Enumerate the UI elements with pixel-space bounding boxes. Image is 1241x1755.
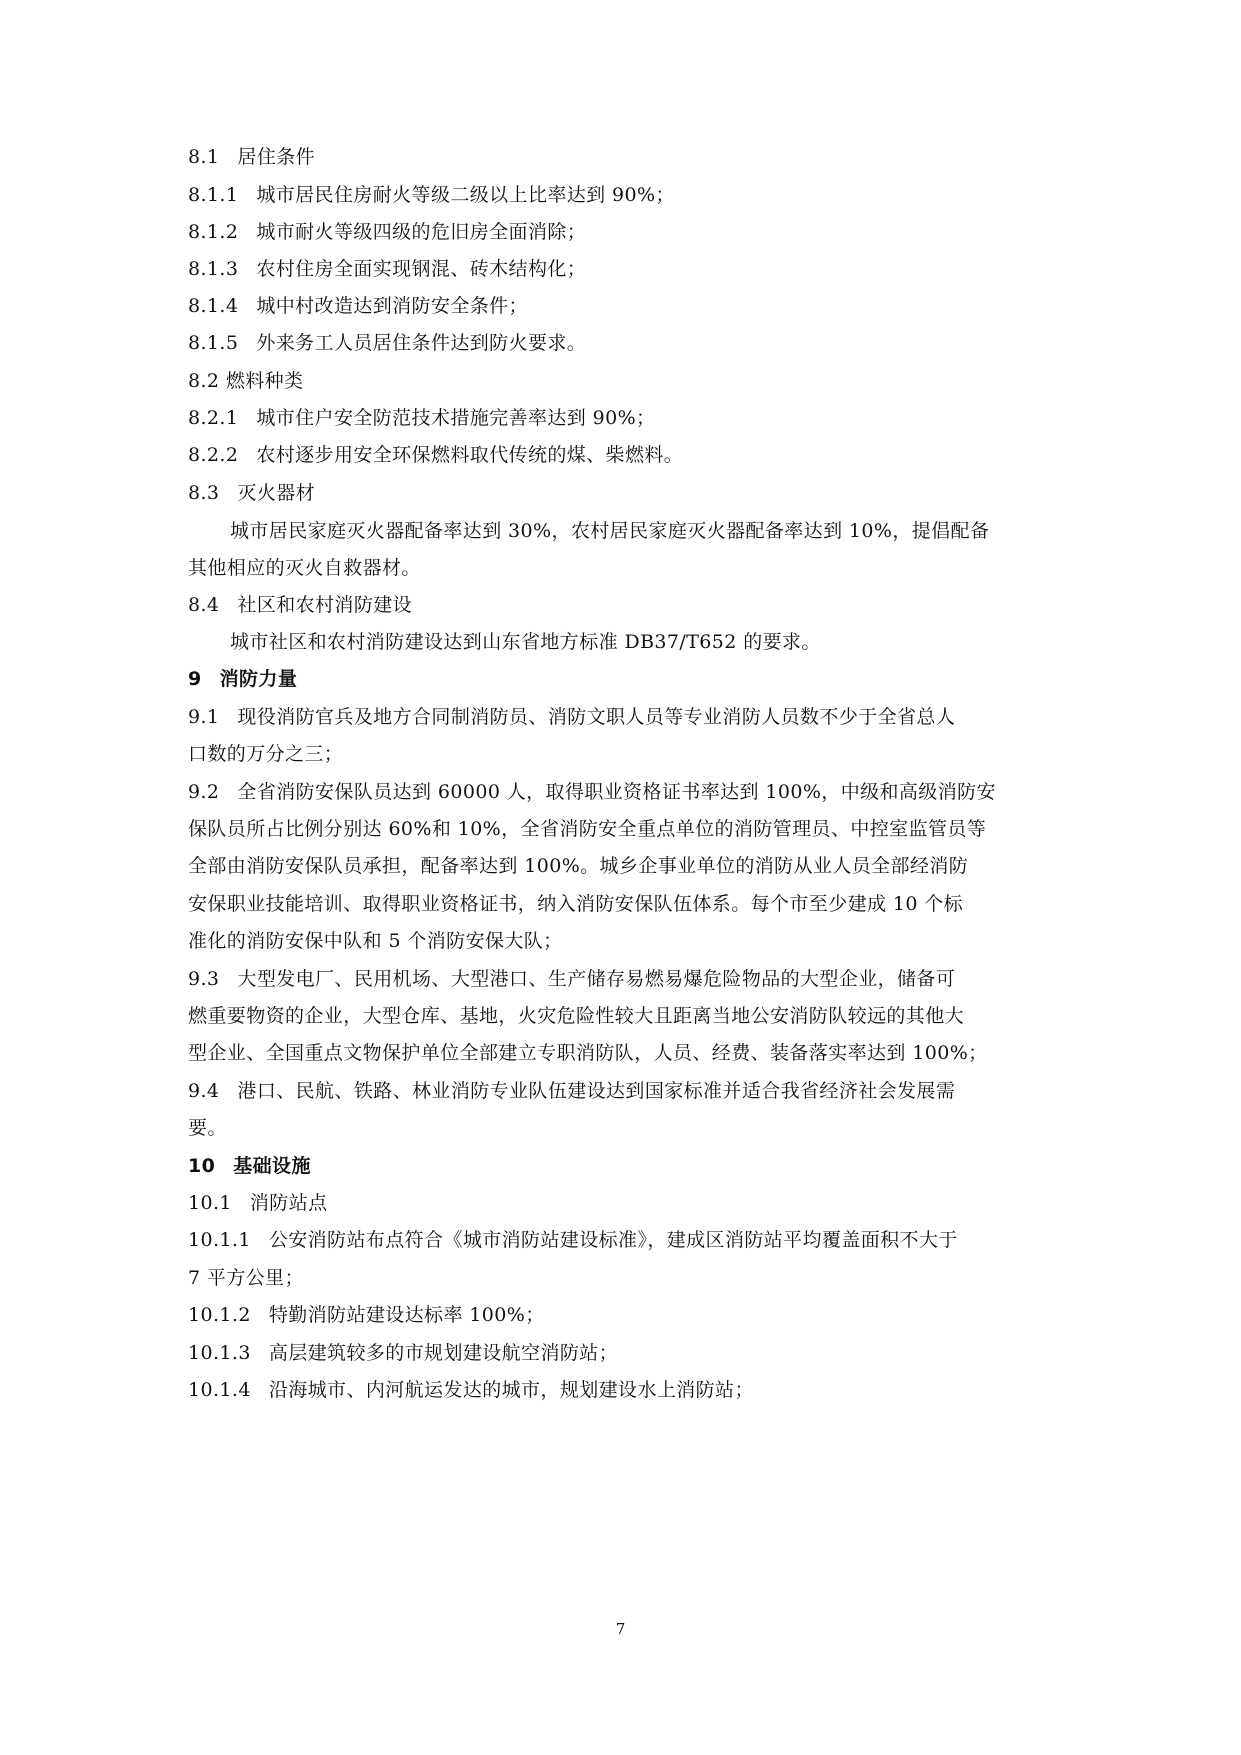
clause-8-1-2 <box>188 213 586 251</box>
clause-10-1-2 <box>188 1296 545 1334</box>
clause-10-1-1-line-2: 7 平方公里； <box>188 1267 304 1289</box>
clause-text: 城市居民住房耐火等级二级以上比率达到 90%； <box>256 184 675 206</box>
clause-number: 8.2.2 <box>188 444 239 466</box>
chapter-title: 基础设施 <box>233 1155 311 1177</box>
clause-number: 8.1.4 <box>188 295 239 317</box>
clause-9-4-line-2: 要。 <box>188 1117 227 1139</box>
clause-9-2-line-5: 准化的消防安保中队和 5 个消防安保大队； <box>188 930 563 952</box>
clause-9-2-line-2: 保队员所占比例分别达 60%和 10%，全省消防安全重点单位的消防管理员、中控室监管员等 <box>188 818 987 840</box>
paragraph-8-3-line-1: 城市居民家庭灭火器配备率达到 30%，农村居民家庭灭火器配备率达到 10%，提倡配备 <box>230 520 990 542</box>
section-8-2-heading: 8.2 燃料种类 <box>188 370 304 392</box>
clause-number: 10.1.4 <box>188 1379 251 1401</box>
clause-10-1-1-line-1 <box>188 1221 958 1259</box>
clause-8-2-1 <box>188 399 655 437</box>
clause-text: 现役消防官兵及地方合同制消防员、消防文职人员等专业消防人员数不少于全省总人 <box>237 706 956 728</box>
clause-9-1-line-1 <box>188 698 955 736</box>
clause-8-1-3 <box>188 250 586 288</box>
page-number: 7 <box>615 1620 626 1638</box>
clause-text: 大型发电厂、民用机场、大型港口、生产储存易燃易爆危险物品的大型企业，储备可 <box>237 968 956 990</box>
section-10-1-heading <box>188 1184 328 1222</box>
clause-9-4-line-1 <box>188 1072 955 1110</box>
chapter-9-heading <box>188 660 297 698</box>
chapter-number: 9 <box>188 668 202 690</box>
section-8-1-heading <box>188 138 315 176</box>
section-title: 消防站点 <box>249 1192 328 1214</box>
clause-text: 城中村改造达到消防安全条件； <box>256 295 528 317</box>
clause-9-3-line-3: 型企业、全国重点文物保护单位全部建立专职消防队，人员、经费、装备落实率达到 100%； <box>188 1042 988 1064</box>
clause-10-1-4 <box>188 1371 754 1409</box>
section-8-3-heading <box>188 474 315 512</box>
clause-number: 8.2.1 <box>188 407 239 429</box>
clause-8-1-4 <box>188 287 528 325</box>
chapter-title: 消防力量 <box>219 668 298 690</box>
clause-text: 高层建筑较多的市规划建设航空消防站； <box>268 1342 619 1364</box>
clause-text: 外来务工人员居住条件达到防火要求。 <box>256 332 587 354</box>
section-number: 8.3 <box>188 482 220 504</box>
section-number: 8.1 <box>188 146 220 168</box>
clause-number: 10.1.2 <box>188 1304 251 1326</box>
clause-number: 8.1.5 <box>188 332 239 354</box>
clause-number: 9.2 <box>188 781 220 803</box>
clause-text: 城市耐火等级四级的危旧房全面消除； <box>256 221 587 243</box>
section-number: 10.1 <box>188 1192 232 1214</box>
chapter-10-heading <box>188 1147 311 1185</box>
clause-text: 全省消防安保队员达到 60000 人，取得职业资格证书率达到 100%，中级和高级消防安 <box>237 781 996 803</box>
clause-number: 8.1.3 <box>188 258 239 280</box>
clause-number: 8.1.1 <box>188 184 239 206</box>
clause-text: 沿海城市、内河航运发达的城市，规划建设水上消防站； <box>268 1379 754 1401</box>
clause-10-1-3 <box>188 1334 618 1372</box>
clause-number: 10.1.1 <box>188 1229 251 1251</box>
clause-text: 港口、民航、铁路、林业消防专业队伍建设达到国家标准并适合我省经济社会发展需 <box>237 1080 956 1102</box>
paragraph-8-4: 城市社区和农村消防建设达到山东省地方标准 DB37/T652 的要求。 <box>230 631 821 653</box>
clause-9-2-line-3: 全部由消防安保队员承担，配备率达到 100%。城乡企事业单位的消防从业人员全部经消防 <box>188 855 969 877</box>
section-title: 居住条件 <box>237 146 316 168</box>
clause-number: 8.1.2 <box>188 221 239 243</box>
clause-text: 农村住房全面实现钢混、砖木结构化； <box>256 258 587 280</box>
paragraph-8-3-line-2: 其他相应的灭火自救器材。 <box>188 557 421 579</box>
section-title: 灭火器材 <box>237 482 316 504</box>
clause-text: 特勤消防站建设达标率 100%； <box>268 1304 545 1326</box>
clause-8-1-5 <box>188 324 586 362</box>
clause-text: 城市住户安全防范技术措施完善率达到 90%； <box>256 407 656 429</box>
clause-number: 9.3 <box>188 968 220 990</box>
clause-number: 10.1.3 <box>188 1342 251 1364</box>
section-title: 社区和农村消防建设 <box>237 594 413 616</box>
clause-9-2-line-1 <box>188 773 996 811</box>
clause-8-2-2 <box>188 436 683 474</box>
section-number: 8.4 <box>188 594 220 616</box>
clause-number: 9.1 <box>188 706 220 728</box>
clause-9-1-line-2: 口数的万分之三； <box>188 743 344 765</box>
clause-9-3-line-2: 燃重要物资的企业，大型仓库、基地，火灾危险性较大且距离当地公安消防队较远的其他大 <box>188 1005 965 1027</box>
clause-9-2-line-4: 安保职业技能培训、取得职业资格证书，纳入消防安保队伍体系。每个市至少建成 10 个标 <box>188 893 964 915</box>
chapter-number: 10 <box>188 1155 216 1177</box>
clause-8-1-1 <box>188 176 675 214</box>
clause-text: 农村逐步用安全环保燃料取代传统的煤、柴燃料。 <box>256 444 684 466</box>
clause-number: 9.4 <box>188 1080 220 1102</box>
clause-text: 公安消防站布点符合《城市消防站建设标准》，建成区消防站平均覆盖面积不大于 <box>268 1229 958 1251</box>
clause-9-3-line-1 <box>188 960 955 998</box>
section-8-4-heading <box>188 586 412 624</box>
